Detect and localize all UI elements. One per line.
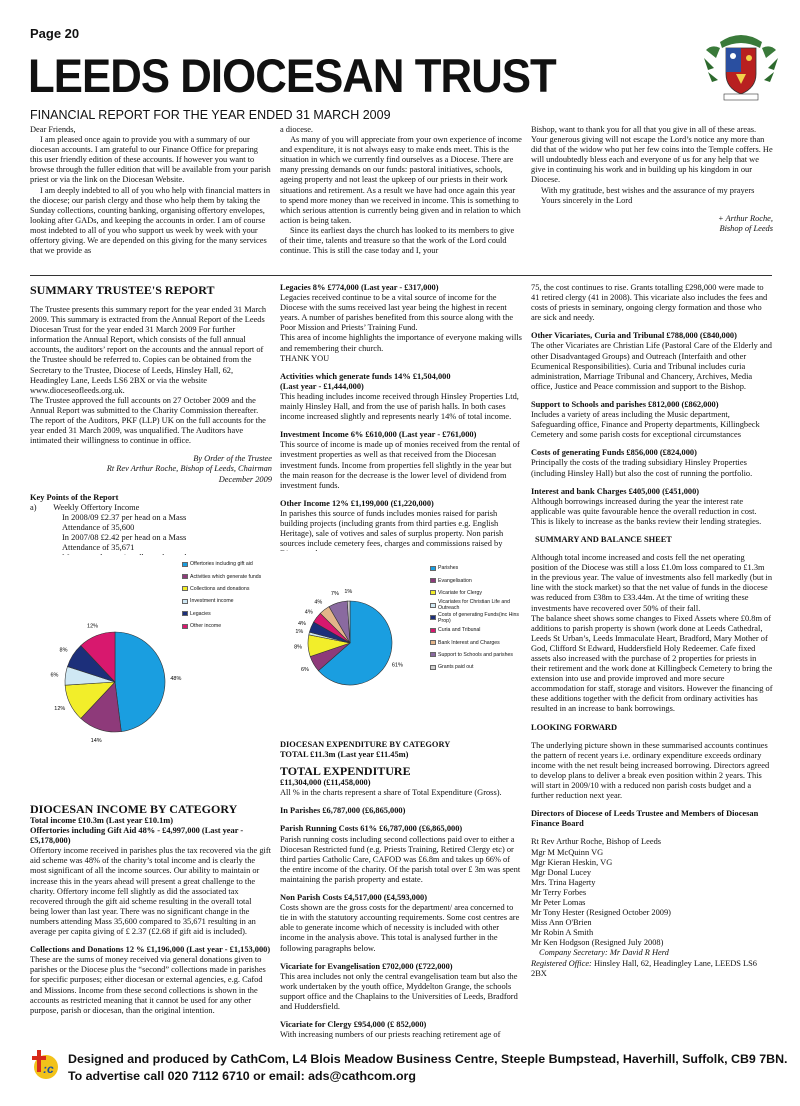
director-name: Mrs. Trina Hagerty <box>531 877 596 887</box>
legend-swatch <box>430 628 436 633</box>
pie-data-label: 4% <box>297 621 306 628</box>
legend-swatch <box>430 652 436 657</box>
legend-item <box>430 599 525 611</box>
legend-swatch <box>182 624 188 629</box>
other-vicariates-paragraph: The other Vicariates are Christian Life (Pastoral Care of the Elderly and other Disadvantaged Groups) and Outreach (Interfaith and other Ecumenical Responsibilities). Curia and Tribunal includes curia administration, Marriage Tribunal and Chancery, Archives, Media office, Justice and Peace commission and support to the Bishop. <box>531 341 772 391</box>
pie-slice-0-0 <box>115 632 165 732</box>
key-point: In 2008/09 £2.37 per head on a Mass <box>62 512 187 522</box>
generating-funds-heading: Costs of generating Funds £856,000 (£824,000) <box>531 448 697 458</box>
legend-item <box>430 574 525 586</box>
legend-label: Parishes <box>438 565 459 572</box>
legend-label: Vicariates for Christian Life and Outreach <box>438 599 510 612</box>
activities-heading: Activities which generate funds 14% £1,504,000 <box>280 371 451 381</box>
legend-item <box>182 558 278 570</box>
report-subtitle: FINANCIAL REPORT FOR THE YEAR ENDED 31 MARCH 2009 <box>30 108 391 122</box>
pie-data-label: 1% <box>344 589 353 596</box>
income-continued-section <box>280 283 522 551</box>
letter-column-2 <box>280 125 522 265</box>
legend-item <box>430 562 525 574</box>
legend-swatch <box>430 566 436 571</box>
thank-you: THANK YOU <box>280 353 330 363</box>
footer-text <box>68 1051 788 1085</box>
letter-paragraph: a diocese. <box>280 125 314 134</box>
registered-office-label: Registered Office: <box>531 958 592 968</box>
letter-paragraph: I am deeply indebted to all of you who help with financial matters in the diocese; our parish clergy and those who help them by taking the Sunday collections, counting banking, organising offertory envelopes, looking after GADs, and keeping the accounts in order. I am of course most indebted to all of you who support us week by week with your offertory giving. We are depended on this giving for the many services that we provide as <box>30 185 271 256</box>
director-name: Mr Peter Lomas <box>531 897 586 907</box>
parish-running-costs-heading: Parish Running Costs 61% £6,787,000 (£6,865,000) <box>280 824 463 834</box>
parishes-heading: In Parishes £6,787,000 (£6,865,000) <box>280 806 406 816</box>
legend-label: Legacies <box>190 610 211 617</box>
legend-item <box>430 624 525 636</box>
legend-label: Offertories including gift aid <box>190 561 253 568</box>
income-category-section <box>30 802 272 1045</box>
summary-paragraph: The Trustee approved the full accounts on 27 October 2009 and the Annual Report was submitted to the Charity Commission thereafter. The report of the Auditors, PKF (LLP) UK on the full accounts for the year ended 31 March 2009, was unqualified. The Auditors have intimated their willingness to continue in office. <box>30 395 266 446</box>
pie-data-label: 48% <box>170 676 182 683</box>
looking-forward-heading: LOOKING FORWARD <box>531 722 618 732</box>
director-name: Mgr Donal Lucey <box>531 867 592 877</box>
director-name: Mgr Kieran Heskin, VG <box>531 857 613 867</box>
key-point: Attendance of 35,671 <box>62 543 135 553</box>
clergy-paragraph: With increasing numbers of our priests reaching retirement age of <box>280 1030 501 1040</box>
footer-contact: To advertise call 020 7112 6710 or email: ads@cathcom.org <box>68 1069 416 1083</box>
other-vicariates-heading: Other Vicariates, Curia and Tribunal £788,000 (£840,000) <box>531 331 737 341</box>
signature-name: + Arthur Roche, <box>717 213 773 223</box>
column-three-section <box>531 283 773 1045</box>
letter-paragraph: As many of you will appreciate from your own experience of income and expenditure, it is not always easy to make ends meet. This is the situation in which we currently find ourselves as a Diocese. There are many pressing demands on our funds: pastoral initiatives, schools, ageing property and not least the upkeep of our priests in their work situations and retirement. As a result we have had once again this year to spend more money than we received in income. This is something to which serious attention is currently being given and in relation to which action is being taken. <box>280 135 522 225</box>
expenditure-pie-svg <box>280 555 430 730</box>
signature-title: Bishop of Leeds <box>719 223 773 233</box>
legend-item <box>430 612 525 624</box>
parish-running-costs-paragraph: Parish running costs including second collections paid over to either a Diocesan Restricted fund (e.g. Priests Training, Retired Clergy etc) or third parties Catholic Care, CAFOD was £6.8m and takes up 66% of the entire income of the charity. Of the parish total over £ 3m was spent maintaining the parish property and estate. <box>280 834 521 884</box>
legend-item <box>182 608 278 620</box>
letter-column-3 <box>531 125 773 275</box>
legacies-paragraph: This area of income highlights the importance of everyone making wills and remembering their church. <box>280 333 522 353</box>
legend-swatch <box>430 615 436 620</box>
generating-funds-paragraph: Principally the costs of the trading subsidiary Hinsley Properties (including Hinsley Hall) but also the cost of running the portfolio. <box>531 458 753 478</box>
income-pie-svg <box>30 555 190 795</box>
offertories-paragraph: Offertory income received in parishes plus the tax recovered via the gift aid scheme was 48% of the charity’s total income and is clearly the most significant of all the income sources. Our ability to maintain or increase this in the years ahead will present a great challenge to the charity. Offertory income fell slightly as did the associated tax recovered through the gift aid scheme resulting in the overall total being lower than last year. There was no significant change in the numbers attending Mass 35,600 compared to 35,671 resulting in an average per capita giving of £ 2.37 (£2.68 if gift aid is included). <box>30 846 271 937</box>
interest-charges-heading: Interest and bank Charges £405,000 (£451,000) <box>531 486 700 496</box>
balance-sheet-paragraph: The balance sheet shows some changes to Fixed Assets where £0.8m of additions to parish property is shown (work done at Leeds Cathedral, Leeds St Urban’s, Leeds Immaculate Heart, Bradford, Mary Mother of God, Clifford St Edward, Huddersfield Holy Redeemer. Cafe fixed assets also increased with the purchase of 2 properties for priests in their retirement and the work done at Killingbeck Cemetery to bring the extension into use and provide improved and more secure accommodation for staff, storage and visitors. However the financing of these additions together with the deficit from ordinary activities has resulted in an increase to bank borrowings. <box>531 613 773 714</box>
pie-data-label: 8% <box>294 644 303 651</box>
registered-office-address: Hinsley Hall, 62, Headingley Lane, LEEDS LS6 2BX <box>531 958 757 978</box>
legend-label: Vicariate for Clergy <box>438 589 483 596</box>
letter-paragraph: Since its earliest days the church has looked to its members to give of their time, talents and treasure so that the work of the Lord could continue. This is still the case today and I, your <box>280 225 515 256</box>
other-income-paragraph: In parishes this source of funds includes monies raised for parish building projects (including grants from third parties e.g. English Heritage), sale of votives and sales of surplus property. Non parish sources include cemetery fees, charges and commissions raised by <box>280 508 504 549</box>
income-chart-legend <box>182 558 278 632</box>
non-parish-costs-heading: Non Parish Costs £4,517,000 (£4,593,000) <box>280 893 428 903</box>
legend-swatch <box>430 640 436 645</box>
legend-label: Support to Schools and parishes <box>438 651 513 658</box>
footer <box>30 1048 790 1088</box>
director-name: Rt Rev Arthur Roche, Bishop of Leeds <box>531 837 662 847</box>
legend-swatch <box>182 586 188 591</box>
summary-report-section <box>30 283 272 555</box>
pie-data-label: 61% <box>391 662 403 669</box>
pie-data-label: 6% <box>300 667 309 673</box>
investment-paragraph: This source of income is made up of monies received from the rental of investment properties as well as that received from the Diocesan investment funds. Income from properties fell slightly in the year but the main reason for the decrease is the lower level of dividend from investment funds. <box>280 440 520 490</box>
offertories-heading: Offertories including Gift Aid 48% - £4,997,000 (Last year - £5,178,000) <box>30 826 244 846</box>
income-pie-chart <box>30 555 280 795</box>
legend-label: Bank Interest and Charges <box>438 639 500 646</box>
evangelisation-heading: Vicariate for Evangelisation £702,000 (£722,000) <box>280 961 453 971</box>
pie-data-label: 12% <box>54 705 66 712</box>
legend-item <box>182 583 278 595</box>
cathcom-logo-icon <box>30 1048 60 1082</box>
diocesan-crest-image <box>700 28 782 108</box>
legend-item <box>182 620 278 632</box>
summary-paragraph: The Trustee presents this summary report for the year ended 31 March 2009. This summary is extracted from the Annual Report of the Leeds Diocesan Trust for the year ended 31 March 2009 For further information the Annual Report, which consists of the full annual accounts, the auditors’ report on the accounts and the annual report of the Trustee should be referred to. Copies can be obtained from the Secretary to the Trustee, Diocese of Leeds, Hinsley Hall, 62, Headingley Lane, Leeds LS6 2BX or via the website www.dioceseofleeds.org.uk. <box>30 305 267 395</box>
key-point: In 2007/08 £2.42 per head on a Mass <box>62 532 187 542</box>
clergy-heading: Vicariate for Clergy £954,000 (£ 852,000) <box>280 1020 427 1030</box>
looking-forward-paragraph: The underlying picture shown in these summarised accounts continues the pattern of recent years i.e. ordinary expenditure exceeds ordinary income with the net result being increased borrowing. Directors agreed to develop plans to deliver a break even position within 2 years. This will start in 2009/10 with a reduced non parish costs budget and a further reduction next year. <box>531 740 770 801</box>
pie-data-label: 12% <box>87 623 99 630</box>
key-points-heading: Key Points of the Report <box>30 492 119 502</box>
letter-column-1 <box>30 125 272 265</box>
footer-address: Designed and produced by CathCom, L4 Blois Meadow Business Centre, Steeple Bumpstead, Haverhill, Suffolk, CB9 7BN. <box>68 1052 788 1066</box>
legend-label: Grants paid out <box>438 664 474 671</box>
other-income-heading: Other Income 12% £1,199,000 (£1,220,000) <box>280 498 434 508</box>
total-expenditure-amount: £11,304,000 (£11,458,000) <box>280 778 371 788</box>
key-point: Attendance of 35,600 <box>62 522 135 532</box>
legend-item <box>182 570 278 582</box>
evangelisation-paragraph: This area includes not only the central evangelisation team but also the work undertaken by the youth office, Myddelton Grange, the schools support office and the Chaplains to the Universities of Leeds, Bradford and Huddersfield. <box>280 971 518 1011</box>
legacies-heading: Legacies 8% £774,000 (Last year - £317,000) <box>280 283 439 292</box>
director-name: Mgr M McQuinn VG <box>531 847 604 857</box>
masthead-title: LEEDS DIOCESAN TRUST <box>28 49 556 102</box>
collections-paragraph: These are the sums of money received via general donations given to parishes or the Diocese plus the “second” collections made in parishes for specific purposes; either diocesan or external agencies, e.g. Cafod and Missions. Income from these second collections is shown in the accounts as restricted meaning that it cannot be used for any other purpose, parish or diocesan, than the original intention. <box>30 955 266 1015</box>
pie-data-label: 7% <box>330 591 339 598</box>
pie-data-label: 8% <box>59 647 68 654</box>
key-point: a) Weekly Offertory Income <box>30 502 140 512</box>
non-parish-costs-paragraph: Costs shown are the gross costs for the department/ area concerned to tie in with the statutory accounting requirements. Some cost centres are able to generate income which of necessity is included with other income in the analysis above. This total is analysed further in the following paragraphs below. <box>280 903 520 953</box>
page-number: Page 20 <box>30 26 80 41</box>
expenditure-chart-legend <box>430 562 525 674</box>
letter-paragraph: I am pleased once again to provide you with a summary of our diocesan accounts. I am grateful to our Finance Office for preparing this user friendly edition of these accounts. If however you want to browse through the fuller edition that will be available from your parish priest or via the link on the Diocesan Website. <box>30 135 271 185</box>
order-line: December 2009 <box>218 474 272 484</box>
legend-swatch <box>182 611 188 616</box>
expenditure-section <box>280 740 522 1045</box>
legend-item <box>430 661 525 673</box>
legend-label: Costs of generating Funds(inc Hins Prop) <box>438 611 520 624</box>
legacies-paragraph: Legacies received continue to be a vital source of income for the Diocese with the sums received last year being the highest in recent years. A number of parishes benefited from this source along with the Poor Mission and Priests’ Training Fund. <box>280 293 514 333</box>
pie-data-label: 6% <box>50 672 59 679</box>
legend-swatch <box>182 599 188 604</box>
legend-swatch <box>430 578 436 583</box>
income-total: Total income £10.3m (Last year £10.1m) <box>30 816 174 825</box>
letter-paragraph: Bishop, want to thank you for all that you give in all of these areas. Your generous giving will not escape the Lord’s notice any more than did that of the widow who put her few coins into the Temple coffers. He will undoubtedly bless each and everyone of us for any help that we give in continuing his work and in building up his kingdom in our Diocese. <box>531 125 773 185</box>
director-name: Miss Ann O'Brien <box>531 918 592 928</box>
letter-paragraph: With my gratitude, best wishes and the assurance of my prayers <box>541 185 755 195</box>
legend-swatch <box>430 603 436 608</box>
director-name: Mr Terry Forbes <box>531 887 587 897</box>
expenditure-chart-title: DIOCESAN EXPENDITURE BY CATEGORY <box>280 740 451 749</box>
legend-swatch <box>182 574 188 579</box>
director-name: Mr Robin A Smith <box>531 928 594 938</box>
svg-text::c: :c <box>43 1062 54 1076</box>
director-name: Mr Tony Hester (Resigned October 2009) <box>531 908 671 918</box>
legend-swatch <box>430 590 436 595</box>
letter-salutation: Dear Friends, <box>30 125 76 134</box>
order-line: By Order of the Trustee <box>193 454 272 464</box>
directors-list <box>531 837 773 948</box>
legend-item <box>430 587 525 599</box>
section-divider <box>30 275 772 276</box>
activities-heading-last-year: (Last year - £1,444,000) <box>280 381 364 391</box>
legend-label: Curia and Tribunal <box>438 627 481 634</box>
summary-heading: SUMMARY TRUSTEE'S REPORT <box>30 283 215 297</box>
legend-item <box>430 649 525 661</box>
order-line: Rt Rev Arthur Roche, Bishop of Leeds, Chairman <box>106 464 272 474</box>
investment-heading: Investment Income 6% £610,000 (Last year - £761,000) <box>280 430 477 440</box>
collections-heading: Collections and Donations 12 % £1,196,000 (Last year - £1,153,000) <box>30 945 271 955</box>
legend-label: Other income <box>190 623 222 630</box>
expenditure-chart-subtitle: TOTAL £11.3m (Last year £11.45m) <box>280 750 409 760</box>
income-heading: DIOCESAN INCOME BY CATEGORY <box>30 802 238 816</box>
pie-data-label: 4% <box>314 599 323 606</box>
directors-heading: Directors of Diocese of Leeds Trustee and Members of Diocesan Finance Board <box>531 809 759 829</box>
balance-sheet-heading: SUMMARY AND BALANCE SHEET <box>535 534 672 544</box>
legend-label: Evangelisation <box>438 577 472 584</box>
legend-label: Activities which generate funds <box>190 573 262 580</box>
expenditure-note: All % in the charts represent a share of Total Expenditure (Gross). <box>280 788 502 798</box>
legend-swatch <box>182 562 188 567</box>
legend-label: Investment income <box>190 598 234 605</box>
legend-swatch <box>430 665 436 670</box>
company-secretary: Company Secretary: Mr David R Herd <box>539 948 669 958</box>
interest-charges-paragraph: Although borrowings increased during the year the interest rate applicable was quite favourable hence the overall reduction in cost. This is likely to increase as the banks review their lending strategies. <box>531 496 762 526</box>
pie-data-label: 4% <box>304 609 313 616</box>
director-name: Mr Ken Hodgson (Resigned July 2008) <box>531 938 664 948</box>
schools-support-paragraph: Includes a variety of areas including the Music department, Safeguarding office, Finance and Property departments, Killingbeck Cemetery and some parish costs for exceptional circumstances <box>531 410 760 440</box>
pie-data-label: 1% <box>295 629 304 636</box>
legend-item <box>182 595 278 607</box>
balance-sheet-paragraph: Although total income increased and costs fell the net operating position of the Diocese was still a loss £1.0m loss compared to £1.3m in the previous year. The value of investments also fell markedly (but in line with the stock market) so that the net value of funds in the diocese was reduced from £38m to £33.44m. At the time of writing these investments have recovered over 50% of their fall. <box>531 553 773 613</box>
schools-support-heading: Support to Schools and parishes £812,000 (£862,000) <box>531 399 719 409</box>
letter-closing: Yours sincerely in the Lord <box>541 195 633 205</box>
legend-item <box>430 636 525 648</box>
clergy-paragraph-continued: 75, the cost continues to rise. Grants totalling £298,000 were made to 41 retired clergy (41 in 2008). This vicariate also includes the fees and costs of priests in seminary, ongoing clergy formation and those who are sick and needy. <box>531 283 768 323</box>
activities-paragraph: This heading includes income received through Hinsley Properties Ltd, mainly Hinsley Hall, and from the use of parish halls. In both cases income increased slightly and represents nearly 14% of total income. <box>280 391 519 422</box>
pie-data-label: 14% <box>90 738 102 745</box>
expenditure-pie-chart <box>280 555 525 730</box>
total-expenditure-heading: TOTAL EXPENDITURE <box>280 764 411 779</box>
legend-label: Collections and donations <box>190 585 250 592</box>
